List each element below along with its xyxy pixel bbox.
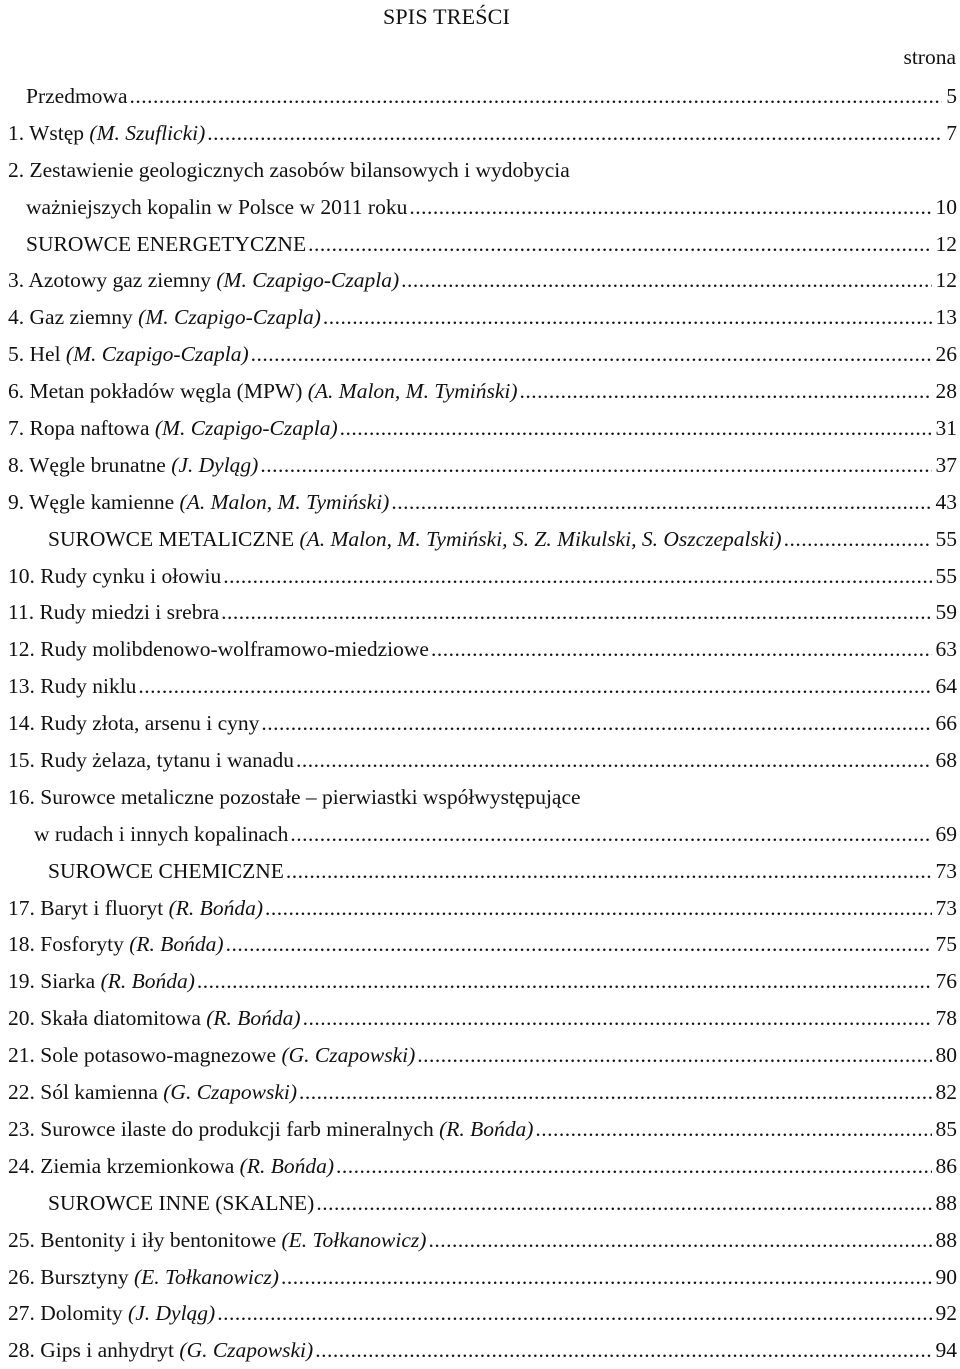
toc-entry-title [8,262,401,299]
dot-leader [130,78,943,115]
toc-entry-page-number: 59 [935,600,957,625]
toc-entry-page-number: 66 [935,711,957,736]
toc-entry-page-number: 5 [946,84,957,108]
toc-entry-author: (A. Malon, M. Tymiński, S. Z. Mikulski, S. Oszczepalski) [299,526,782,551]
toc-entry-title [8,484,391,521]
toc-entry-title [8,152,572,189]
toc-entry-label: 26. Bursztyny [8,1264,129,1289]
toc-entry-page-number: 92 [935,1301,957,1326]
toc-entry[interactable] [0,299,960,336]
dot-leader [138,668,931,705]
toc-entry-title [8,1000,303,1037]
toc-entry-label: SUROWCE INNE (SKALNE) [48,1190,315,1215]
toc-entry-title [8,1111,535,1148]
toc-entry-page-number: 86 [935,1153,957,1178]
toc-entry-title [8,447,260,484]
dot-leader [265,890,932,927]
toc-entry-title [8,926,226,963]
toc-entry-label: 7. Ropa naftowa [8,416,150,441]
toc-entry-page-number: 13 [935,305,957,330]
toc-entry[interactable] [0,926,960,963]
toc-entry-label: 9. Węgle kamienne [8,489,175,514]
toc-entry-label: 14. Rudy złota, arsenu i cyny [8,711,260,736]
toc-entry[interactable] [0,742,960,779]
dot-leader [221,594,931,631]
toc-entry-title [48,1185,316,1222]
toc-entry-title [8,890,265,927]
toc-entry-label: 23. Surowce ilaste do produkcji farb mineralnych [8,1116,434,1141]
toc-entry[interactable] [0,1148,960,1185]
toc-entry-author: (R. Bońda) [129,932,224,957]
dot-leader [251,336,932,373]
toc-entry-label: 16. Surowce metaliczne pozostałe – pierwiastki współwystępujące [8,784,581,809]
toc-entry[interactable] [0,484,960,521]
toc-entry-author: (G. Czapowski) [179,1338,314,1363]
dot-leader [535,1111,931,1148]
toc-entry-label: SUROWCE CHEMICZNE [48,858,284,883]
toc-entry-label: SUROWCE ENERGETYCZNE [26,231,307,256]
toc-entry-author: (M. Szuflicki) [89,120,206,145]
toc-entry-title [8,594,221,631]
toc-entry-label: 2. Zestawienie geologicznych zasobów bilansowych i wydobycia [8,157,570,182]
toc-entry-title [8,1074,299,1111]
toc-entry-label: 24. Ziemia krzemionkowa [8,1153,235,1178]
toc-entry[interactable] [0,115,960,152]
toc-entry-title [26,189,409,226]
dot-leader [296,742,932,779]
toc-entry-author: (E. Tołkanowicz) [281,1227,427,1252]
toc-entry-label: 19. Siarka [8,969,96,994]
toc-entry[interactable] [0,779,960,816]
toc-entry-title [8,668,138,705]
table-of-contents [0,78,960,1369]
toc-entry-page-number: 55 [935,563,957,588]
toc-entry-author: (M. Czapigo-Czapla) [138,305,321,330]
toc-entry-title [48,521,784,558]
dot-leader [401,262,931,299]
toc-entry[interactable] [0,853,960,890]
toc-entry-title [8,742,296,779]
dot-leader [223,558,931,595]
toc-entry[interactable] [0,1111,960,1148]
toc-entry-author: (R. Bońda) [100,969,195,994]
toc-entry-page-number [583,779,587,816]
toc-entry-title [8,1295,217,1332]
toc-entry-title [34,816,290,853]
toc-entry-author: (R. Bońda) [206,1006,301,1031]
toc-entry-page-number: 80 [935,1043,957,1068]
toc-entry-label: 8. Węgle brunatne [8,452,166,477]
dot-leader [417,1037,931,1074]
dot-leader [784,521,932,558]
toc-entry-title [48,853,286,890]
toc-entry-page-number: 69 [935,821,957,846]
toc-entry[interactable] [0,226,960,263]
dot-leader [207,115,942,152]
toc-entry-label: 4. Gaz ziemny [8,305,133,330]
toc-entry-label: 21. Sole potasowo-magnezowe [8,1043,277,1068]
toc-entry[interactable] [0,1222,960,1259]
toc-entry[interactable] [0,336,960,373]
toc-entry-page-number [572,152,576,189]
dot-leader [308,226,931,263]
toc-entry[interactable] [0,705,960,742]
toc-entry[interactable] [0,1185,960,1222]
toc-entry[interactable] [0,521,960,558]
toc-entry[interactable] [0,963,960,1000]
toc-entry[interactable] [0,1000,960,1037]
toc-entry[interactable] [0,152,960,189]
toc-entry-label: 12. Rudy molibdenowo-wolframowo-miedziowe [8,637,429,662]
toc-entry-page-number: 7 [946,120,957,145]
toc-entry-page-number: 55 [935,526,957,551]
toc-entry-page-number: 12 [935,268,957,293]
toc-entry-label: 22. Sól kamienna [8,1080,158,1105]
toc-entry-page-number: 88 [935,1227,957,1252]
page-column-label: strona [903,45,956,69]
toc-entry[interactable] [0,594,960,631]
dot-leader [261,705,931,742]
toc-entry-label: 5. Hel [8,342,61,367]
toc-entry[interactable] [0,668,960,705]
toc-entry-page-number: 12 [935,231,957,256]
dot-leader [315,1332,931,1369]
toc-entry-title [8,1259,281,1296]
toc-entry-label: 25. Bentonity i iły bentonitowe [8,1227,277,1252]
toc-entry[interactable] [0,1295,960,1332]
toc-entry-page-number: 64 [935,674,957,699]
toc-entry-page-number: 26 [935,342,957,367]
dot-leader [340,410,932,447]
toc-entry[interactable] [0,410,960,447]
dot-leader [520,373,932,410]
dot-leader [336,1148,932,1185]
toc-entry-title [8,1222,428,1259]
toc-entry[interactable] [0,373,960,410]
toc-entry-author: (R. Bońda) [168,895,263,920]
toc-entry-page-number: 31 [935,416,957,441]
toc-entry-author: (G. Czapowski) [163,1080,298,1105]
toc-entry-page-number: 10 [935,194,957,219]
toc-entry-label: 3. Azotowy gaz ziemny [8,268,212,293]
dot-leader [281,1259,932,1296]
toc-entry-author: (G. Czapowski) [281,1043,416,1068]
toc-entry-page-number: 82 [935,1080,957,1105]
toc-entry-label: 10. Rudy cynku i ołowiu [8,563,222,588]
toc-entry-title [8,1148,336,1185]
toc-entry-author: (M. Czapigo-Czapla) [216,268,400,293]
toc-entry-author: (R. Bońda) [439,1116,534,1141]
dot-leader [260,447,931,484]
toc-entry-title [8,779,583,816]
toc-entry-author: (M. Czapigo-Czapla) [65,342,249,367]
toc-entry-label: 11. Rudy miedzi i srebra [8,600,220,625]
toc-entry-label: 18. Fosforyty [8,932,124,957]
dot-leader [323,299,932,336]
toc-entry-author: (M. Czapigo-Czapla) [154,416,338,441]
toc-entry[interactable] [0,558,960,595]
toc-entry-page-number: 78 [935,1006,957,1031]
toc-entry-title [8,1037,417,1074]
toc-entry-label: ważniejszych kopalin w Polsce w 2011 roku [26,194,408,219]
toc-entry[interactable] [0,1037,960,1074]
dot-leader [409,189,931,226]
toc-entry-page-number: 85 [935,1116,957,1141]
toc-entry-label: Przedmowa [26,84,128,108]
toc-entry-page-number: 90 [935,1264,957,1289]
toc-entry[interactable] [0,1074,960,1111]
toc-entry-label: 17. Baryt i fluoryt [8,895,164,920]
dot-leader [286,853,932,890]
toc-entry-label: w rudach i innych kopalinach [34,821,289,846]
toc-entry[interactable] [0,631,960,668]
dot-leader [303,1000,932,1037]
toc-entry-label: 13. Rudy niklu [8,674,137,699]
toc-entry-title [8,963,197,1000]
toc-entry[interactable] [0,262,960,299]
toc-entry[interactable] [0,189,960,226]
toc-entry-page-number: 37 [935,452,957,477]
toc-entry-page-number: 94 [935,1338,957,1363]
toc-entry-title [8,558,223,595]
toc-entry-label: 6. Metan pokładów węgla (MPW) [8,379,303,404]
toc-entry-author: (A. Malon, M. Tymiński) [307,379,518,404]
dot-leader [431,631,932,668]
toc-entry-author: (J. Dyląg) [171,452,259,477]
dot-leader [217,1295,931,1332]
toc-entry-label: 27. Dolomity [8,1301,123,1326]
dot-leader [316,1185,931,1222]
toc-entry-title [8,631,431,668]
toc-entry-label: SUROWCE METALICZNE [48,526,295,551]
toc-entry[interactable] [0,890,960,927]
toc-entry-page-number: 28 [935,379,957,404]
toc-entry-title [26,78,130,115]
dot-leader [226,926,932,963]
toc-entry-page-number: 73 [935,858,957,883]
toc-entry-page-number: 88 [935,1190,957,1215]
toc-entry-title [8,115,207,152]
toc-entry-label: 1. Wstęp [8,120,85,145]
toc-entry-label: 15. Rudy żelaza, tytanu i wanadu [8,748,294,773]
dot-leader [290,816,931,853]
toc-entry-title [8,373,520,410]
toc-entry-label: 20. Skała diatomitowa [8,1006,201,1031]
dot-leader [197,963,932,1000]
toc-entry[interactable] [0,816,960,853]
toc-entry-page-number: 73 [935,895,957,920]
toc-entry-title [8,336,251,373]
toc-entry-title [8,1332,315,1369]
page-title: SPIS TREŚCI [382,4,511,29]
toc-entry-author: (A. Malon, M. Tymiński) [179,489,390,514]
toc-entry-title [8,410,340,447]
toc-entry-page-number: 76 [935,969,957,994]
toc-entry-author: (R. Bońda) [239,1153,334,1178]
toc-entry-title [8,705,261,742]
toc-entry-page-number: 43 [935,489,957,514]
toc-entry-title [8,299,323,336]
toc-entry-title [26,226,308,263]
dot-leader [428,1222,931,1259]
toc-entry[interactable] [0,1259,960,1296]
toc-entry-page-number: 63 [935,637,957,662]
toc-entry[interactable] [0,447,960,484]
toc-entry-page-number: 68 [935,748,957,773]
toc-entry[interactable] [0,1332,960,1369]
toc-entry-author: (J. Dyląg) [128,1301,216,1326]
toc-entry-author: (E. Tołkanowicz) [134,1264,279,1289]
toc-entry[interactable] [0,78,960,115]
dot-leader [391,484,931,521]
toc-entry-page-number: 75 [935,932,957,957]
toc-entry-label: 28. Gips i anhydryt [8,1338,175,1363]
dot-leader [299,1074,931,1111]
